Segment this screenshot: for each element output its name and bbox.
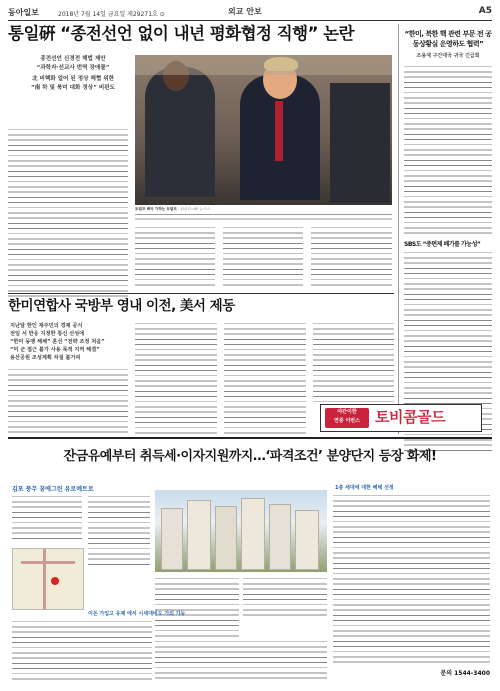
building-3 — [215, 506, 237, 570]
ad-box[interactable] — [320, 404, 482, 432]
bottom-ad-col5 — [12, 620, 152, 680]
photo-credit: 워싱턴=AP 뉴시스 — [180, 207, 211, 211]
second-headline: 한미연합사 국방부 영내 이전, 美서 제동 — [8, 298, 235, 314]
second-subhead-4: “미 군 접근 불가 사용 목적 지역 해결” — [10, 347, 100, 353]
main-subheads — [14, 55, 132, 93]
building-6 — [295, 510, 319, 570]
building-5 — [269, 504, 291, 570]
background-flags — [135, 55, 392, 75]
masthead — [8, 6, 492, 21]
newspaper-logo: 동아일보 — [8, 7, 39, 17]
person-right — [330, 83, 390, 203]
ad-badge-line2: 연중 이번스 — [334, 418, 360, 424]
side-body — [404, 65, 492, 235]
bottom-ad-col2 — [88, 495, 150, 567]
ad-badge-line1: 야간이한 — [337, 409, 357, 415]
side-section2-title: SBS도 “중편제 폐가를 가능성” — [404, 241, 481, 248]
second-subhead-2: 전임 서 반응 지정한 통신 선성에 — [10, 331, 85, 337]
bottom-ad-headline: 잔금유예부터 취득세·이자지원까지…‘파격조건’ 분양단지 등장 화제! — [63, 449, 437, 464]
bottom-ad-col1 — [12, 495, 82, 543]
main-body-lower — [135, 226, 392, 288]
subhead-3: 北 비핵화 얼어 된 정상 해협 위한 — [31, 76, 115, 82]
ad-product-name: 토비콤골드 — [375, 408, 445, 426]
ad-badge — [325, 408, 369, 428]
building-4 — [241, 498, 265, 570]
main-body-col1 — [8, 128, 128, 298]
caption-title: 트럼프 백악 가하는 트럼프 — [135, 207, 177, 211]
map-road-1 — [21, 561, 75, 564]
bottom-ad-col4 — [243, 577, 327, 617]
page-number: A5 — [478, 6, 492, 16]
bottom-ad-phone: 문의 1544-3400 — [440, 670, 490, 677]
building-1 — [161, 508, 183, 570]
bottom-separator — [8, 437, 492, 439]
column-divider — [398, 24, 399, 434]
second-subhead-3: “한미 동맹 해체” 혼선 “전략 조정 처음” — [10, 339, 105, 345]
main-headline: 통일硏 “종전선언 없이 내년 평화협정 직행” 논란 — [8, 24, 355, 43]
necktie — [275, 101, 283, 161]
map-road-2 — [43, 549, 46, 609]
second-body-col4 — [313, 322, 394, 402]
issue-date: 2018년 7월 14일 금요일 제29271호 ⊙ — [58, 11, 165, 18]
subhead-4: “南 하 및 북미 대화 정상” 비판도 — [30, 85, 116, 91]
location-map — [12, 548, 84, 610]
side-headline: “한미, 북한 핵 관련 부문 전 공동상황실 운영하도 협력” — [404, 30, 492, 48]
main-photo — [135, 55, 392, 205]
subhead-1: 종전선언 신경전 해법 제안 — [40, 56, 106, 62]
bottom-ad-col6 — [155, 640, 327, 680]
second-body-col3 — [224, 322, 306, 434]
apartment-photo — [155, 490, 327, 572]
map-marker-icon — [51, 577, 59, 585]
second-subhead-5: 용산공원 조성계획 차질 불가피 — [10, 355, 81, 361]
building-2 — [187, 500, 211, 570]
bottom-ad-col3 — [155, 577, 239, 637]
bottom-ad-sub-right: 1층 세대에 대한 혜택 선정 — [335, 485, 394, 491]
story-divider — [8, 293, 394, 294]
bottom-ad-sub-left: 김포 풍무 꿈에그린 유로메트로 — [12, 486, 94, 493]
bottom-ad-right-body — [333, 494, 490, 664]
bottom-ad-inline-title: 이돈 가입고 유제 에서 시세대비도 가의 가능 — [88, 611, 186, 617]
second-subheads — [10, 322, 125, 362]
second-body-col1 — [8, 368, 128, 434]
second-body-col2 — [135, 322, 217, 434]
section-name: 외교 안보 — [228, 7, 262, 16]
side-byline: 조용재 구간대국 귀국 긴급회 — [416, 53, 480, 59]
subhead-2: “과학자·선교사 번역 장애물” — [36, 65, 110, 71]
side-column — [404, 30, 492, 451]
second-subhead-1: 지난달 한인 재주민의 경제 공식 — [10, 323, 83, 329]
photo-caption: 트럼프 백악 가하는 트럼프 · 워싱턴=AP 뉴시스 — [135, 207, 392, 223]
